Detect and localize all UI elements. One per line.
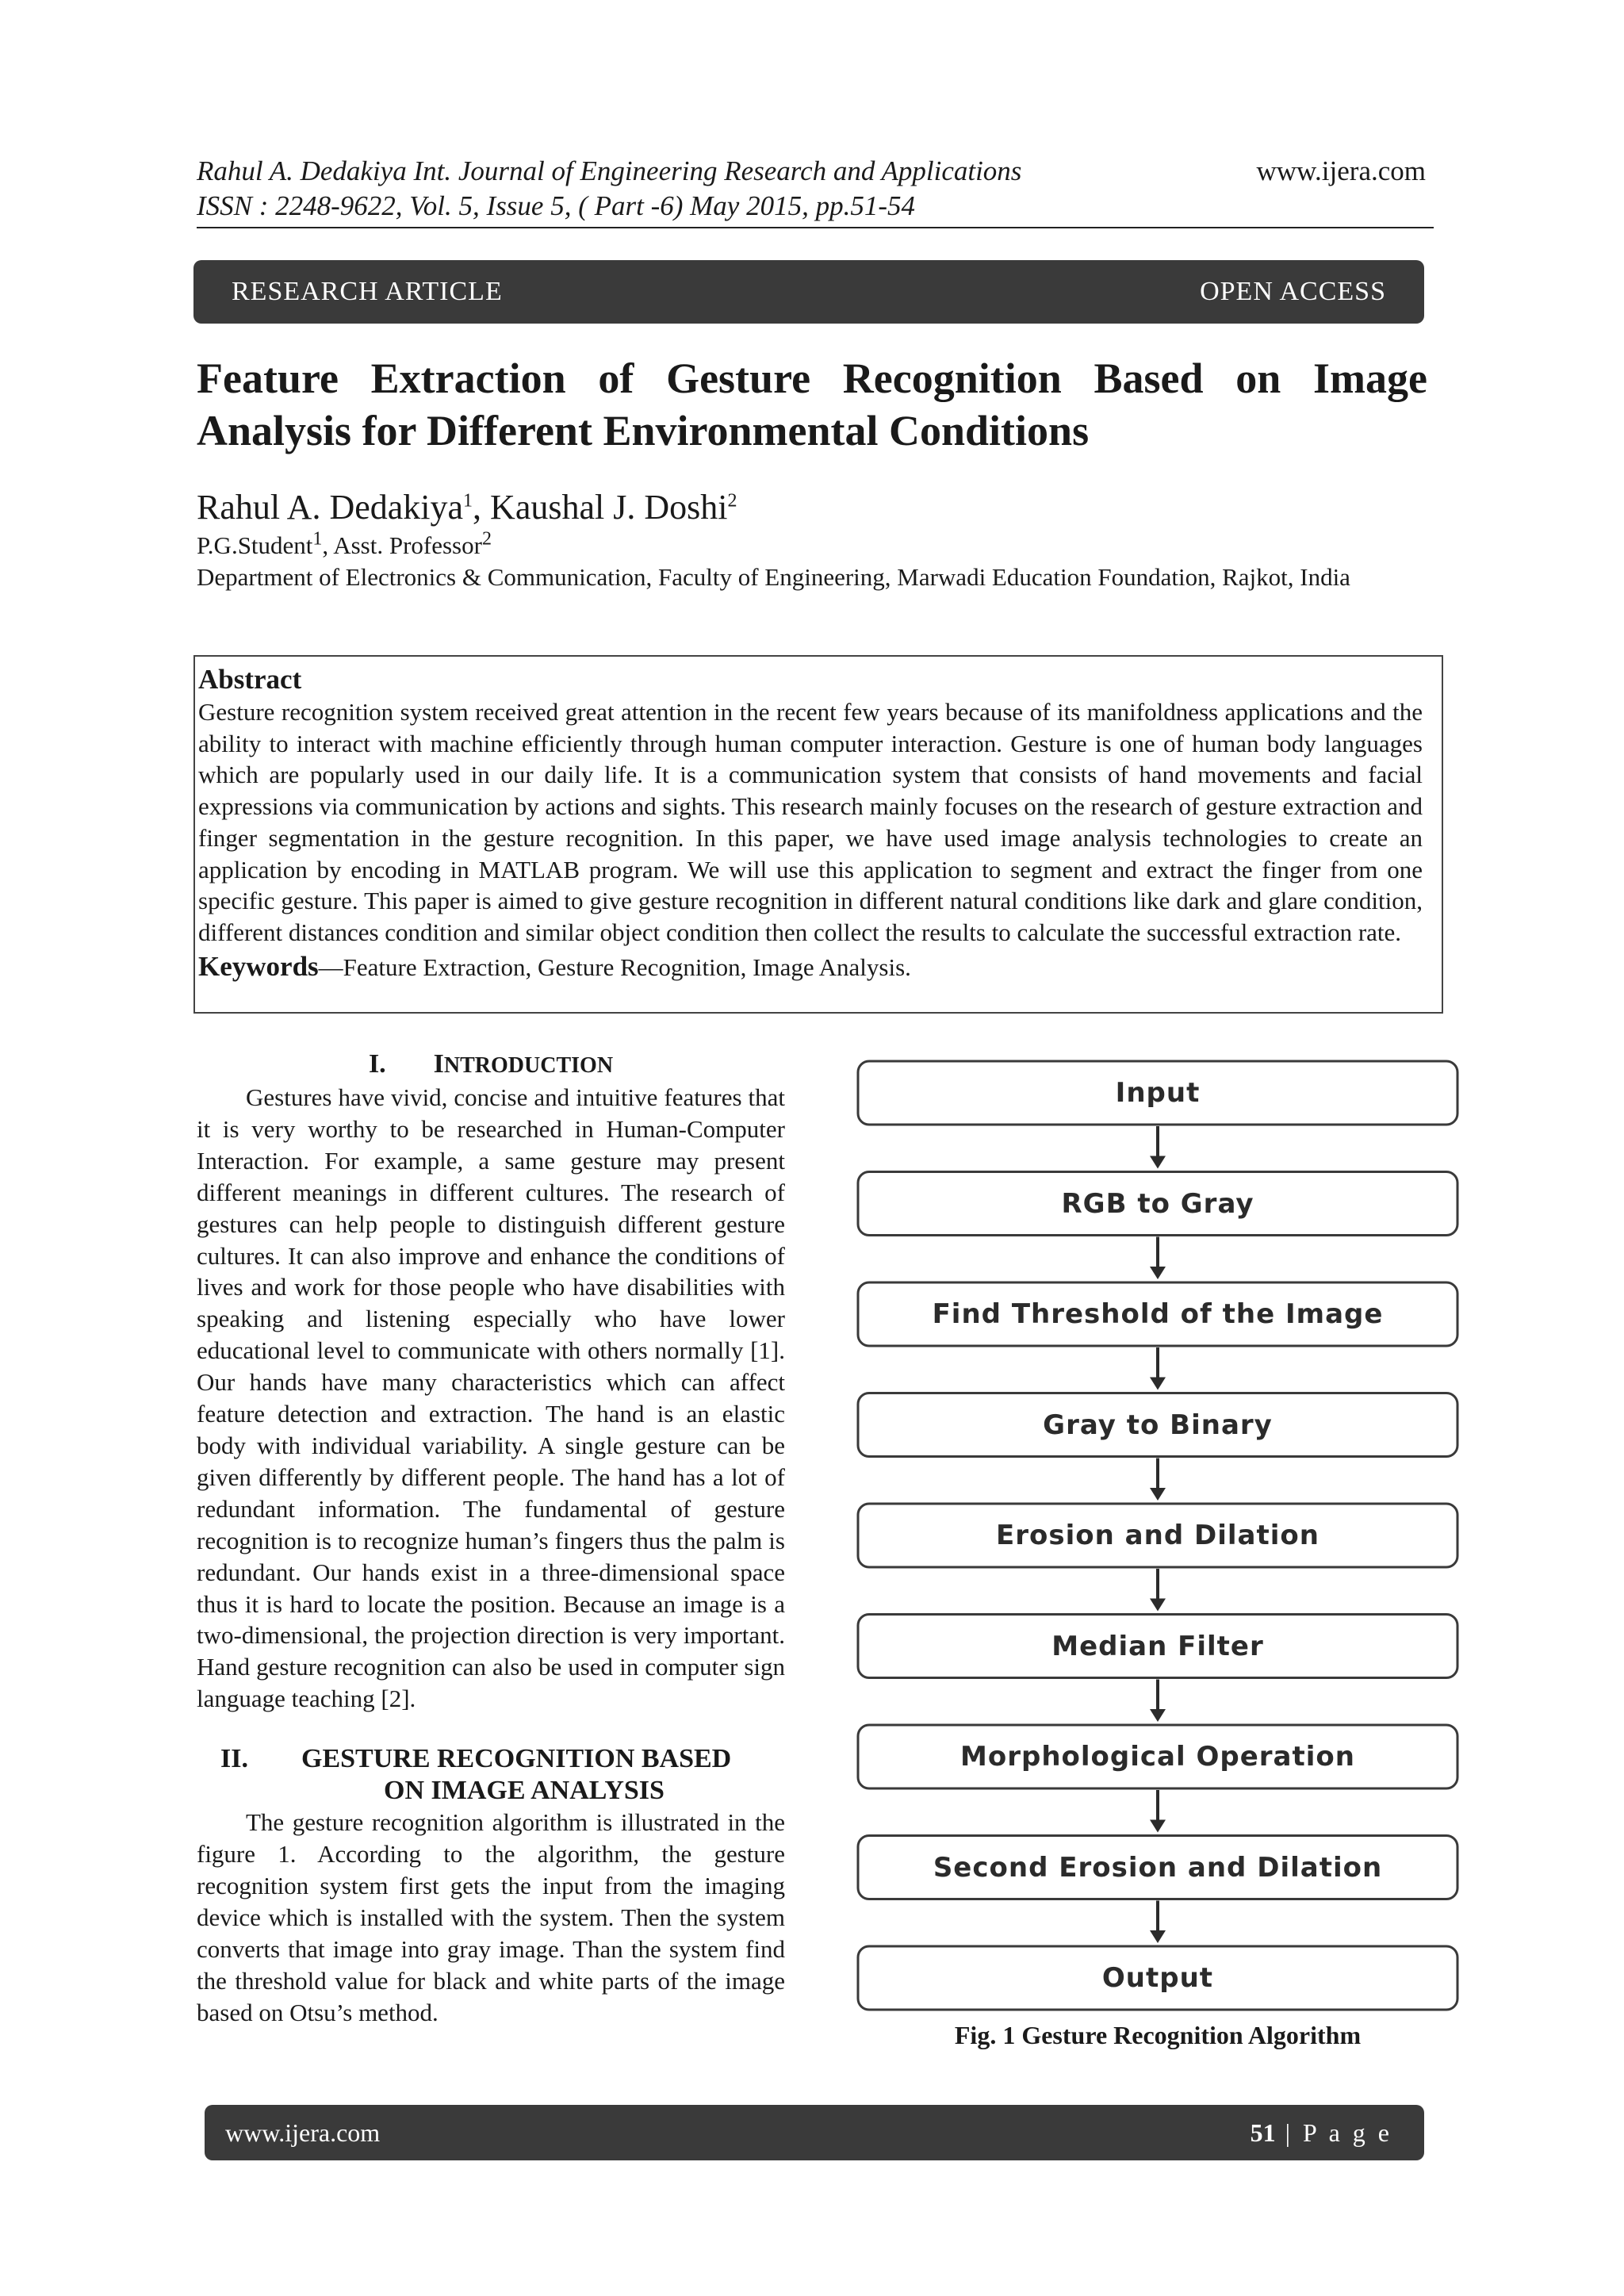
flowchart-step-label: Second Erosion and Dilation (933, 1851, 1383, 1884)
flowchart-arrow-head (1150, 1820, 1166, 1833)
section-title-smallcaps: NTRODUCTION (443, 1053, 614, 1078)
keywords-label: Keywords (198, 950, 319, 982)
author-name: Kaushal J. Doshi (490, 488, 728, 527)
role-separator: , (322, 531, 334, 559)
header-rule (197, 227, 1434, 228)
footer-url[interactable]: www.ijera.com (225, 2118, 381, 2147)
role-text: Asst. Professor (333, 531, 482, 559)
article-type-banner (193, 260, 1424, 324)
page-footer (205, 2105, 1424, 2160)
author-roles (197, 530, 492, 562)
flowchart-step-label: Gray to Binary (1043, 1409, 1273, 1441)
journal-url[interactable]: www.ijera.com (1256, 155, 1426, 186)
section-heading-introduction (197, 1048, 785, 1082)
figure-caption: Fig. 1 Gesture Recognition Algorithm (954, 2021, 1362, 2049)
keywords-line (198, 950, 1423, 984)
flowchart-figure (856, 1060, 1459, 2011)
role-sup: 2 (481, 528, 492, 550)
role-sup: 1 (312, 528, 323, 550)
research-article-label: RESEARCH ARTICLE (232, 277, 503, 306)
flowchart-step-label: Morphological Operation (960, 1741, 1355, 1773)
flowchart-arrow-head (1150, 1709, 1166, 1722)
open-access-label: OPEN ACCESS (1200, 277, 1386, 306)
section-number: I. (368, 1049, 386, 1079)
flowchart-step-label: Input (1115, 1077, 1201, 1109)
section-number: II. (220, 1744, 248, 1774)
flowchart-arrow-head (1150, 1378, 1166, 1390)
flowchart-arrow-head (1150, 1156, 1166, 1169)
author-name: Rahul A. Dedakiya (197, 488, 464, 527)
journal-citation: Rahul A. Dedakiya Int. Journal of Engineering Research and Applications (197, 155, 1022, 186)
author-list (197, 485, 737, 530)
section-title-line: ON IMAGE ANALYSIS (384, 1776, 665, 1806)
flowchart-arrow-head (1150, 1930, 1166, 1943)
left-column (197, 1048, 785, 2028)
page-suffix: | P a g e (1275, 2118, 1392, 2147)
flowchart-arrow-head (1150, 1488, 1166, 1501)
department-affiliation: Department of Electronics & Communication, Faculty of Engineering, Marwadi Education Foundation, Rajkot, India (197, 563, 1350, 591)
section2-paragraph: The gesture recognition algorithm is illustrated in the figure 1. According to the algorithm, the gesture recognition system first gets the input from the imaging device which is installed with the system. Then the system converts that image into gray image. Than the system find the threshold value for black and white parts of the image based on Otsu’s method. (197, 1808, 785, 2026)
flowchart-arrow-head (1150, 1267, 1166, 1279)
abstract-box (193, 655, 1443, 1014)
author-sup: 2 (727, 490, 737, 512)
flowchart-step-label: Median Filter (1051, 1630, 1264, 1662)
flowchart-step-label: RGB to Gray (1061, 1187, 1254, 1220)
introduction-paragraph: Gestures have vivid, concise and intuitive features that it is very worthy to be researched in Human-Computer Interaction. For example, a same gesture may present different meanings in different cultures. The research of gestures can help people to distinguish different gesture cultures. It can also improve and enhance the conditions of lives and work for those people who have disabilities with speaking and listening especially who have lower educational level to communicate with others normally [1]. Our hands have many characteristics which can affect feature detection and extraction. The hand is an elastic body with individual variability. A single gesture can be given differently by different people. The hand has a lot of redundant information. The fundamental of gesture recognition is to recognize human’s fingers thus the palm is redundant. Our hands exist in a three-dimensional space thus it is hard to locate the position. Because an image is a two-dimensional, the projection direction is very important. Hand gesture recognition can also be used in computer sign language teaching [2]. (197, 1083, 785, 1713)
running-header (197, 154, 1434, 189)
flowchart-step-label: Find Threshold of the Image (932, 1298, 1384, 1330)
issn-line: ISSN : 2248-9622, Vol. 5, Issue 5, ( Part -6) May 2015, pp.51-54 (197, 190, 916, 221)
abstract-text: Gesture recognition system received great attention in the recent few years because of its manifoldness applications and the ability to interact with machine efficiently through human computer interaction. Gesture is one of human body languages which are popularly used in our daily life. It is a communication system that consists of hand movements and facial expressions via communication by actions and sights. This research mainly focuses on the research of gesture extraction and finger segmentation in the gesture recognition. In this paper, we have used image analysis technologies to create an application by encoding in MATLAB program. We will use this application to segment and extract the finger from one specific gesture. This paper is aimed to give gesture recognition in different natural conditions like dark and glare condition, different distances condition and similar object condition then collect the results to calculate the successful extraction rate. (198, 698, 1423, 946)
page-number: 51 (1250, 2118, 1276, 2147)
section-heading-gesture-recognition (197, 1743, 785, 1807)
author-sup: 1 (463, 490, 473, 512)
flowchart-step-label: Output (1101, 1962, 1214, 1994)
flowchart-arrow-head (1150, 1599, 1166, 1612)
keywords-text: —Feature Extraction, Gesture Recognition, Image Analysis. (318, 953, 911, 981)
footer-page (1251, 2105, 1392, 2160)
paper-title: Feature Extraction of Gesture Recognition Based on Image Analysis for Different Environmental Conditions (197, 355, 1427, 454)
author-separator: , (473, 488, 491, 527)
flowchart-step-label: Erosion and Dilation (996, 1520, 1320, 1551)
role-text: P.G.Student (197, 531, 313, 559)
section-title-line: GESTURE RECOGNITION BASED (301, 1744, 732, 1774)
abstract-heading: Abstract (198, 664, 302, 695)
section-title-initial: I (433, 1049, 444, 1079)
